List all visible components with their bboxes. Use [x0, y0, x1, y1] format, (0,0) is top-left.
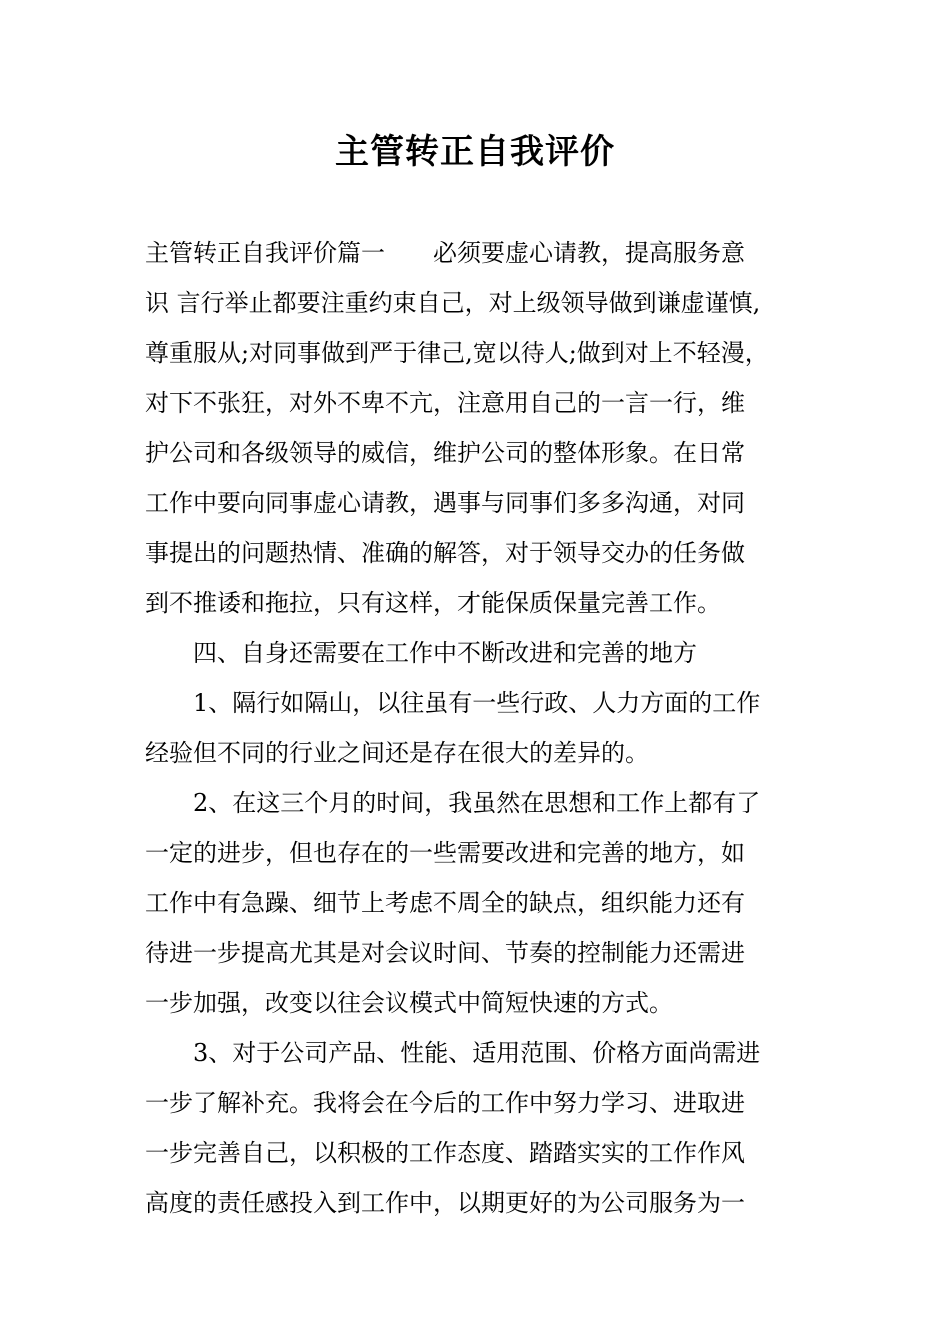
- text-line: 一步加强，改变以往会议模式中简短快速的方式。: [145, 989, 673, 1017]
- text-line: 识 言行举止都要注重约束自己，对上级领导做到谦虚谨慎,: [145, 289, 761, 317]
- document-body: [145, 228, 810, 1228]
- text-line: 四、自身还需要在工作中不断改进和完善的地方: [193, 639, 697, 667]
- text-line: 护公司和各级领导的威信，维护公司的整体形象。在日常: [145, 439, 745, 467]
- text-line: 主管转正自我评价篇一 必须要虚心请教，提高服务意: [145, 239, 745, 267]
- text-line: 一步完善自己，以积极的工作态度、踏踏实实的工作作风: [145, 1139, 745, 1167]
- text-line: 2、在这三个月的时间，我虽然在思想和工作上都有了: [193, 789, 761, 817]
- text-line: 高度的责任感投入到工作中，以期更好的为公司服务为一: [145, 1189, 745, 1217]
- text-line: 一定的进步，但也存在的一些需要改进和完善的地方，如: [145, 839, 745, 867]
- text-line: 一步了解补充。我将会在今后的工作中努力学习、进取进: [145, 1089, 745, 1117]
- text-line: 待进一步提高尤其是对会议时间、节奏的控制能力还需进: [145, 939, 745, 967]
- text-line: 对下不张狂，对外不卑不亢，注意用自己的一言一行，维: [145, 389, 745, 417]
- text-line: 到不推诿和拖拉，只有这样，才能保质保量完善工作。: [145, 589, 721, 617]
- text-line: 3、对于公司产品、性能、适用范围、价格方面尚需进: [193, 1039, 761, 1067]
- text-line: 工作中有急躁、细节上考虑不周全的缺点，组织能力还有: [145, 889, 745, 917]
- text-line: 工作中要向同事虚心请教，遇事与同事们多多沟通，对同: [145, 489, 745, 517]
- text-line: 经验但不同的行业之间还是存在很大的差异的。: [145, 739, 649, 767]
- text-line: 事提出的问题热情、准确的解答，对于领导交办的任务做: [145, 539, 745, 567]
- text-line: 1、隔行如隔山，以往虽有一些行政、人力方面的工作: [193, 689, 761, 717]
- text-line: 尊重服从;对同事做到严于律己,宽以待人;做到对上不轻漫，: [145, 339, 769, 367]
- document-title: 主管转正自我评价: [335, 132, 615, 172]
